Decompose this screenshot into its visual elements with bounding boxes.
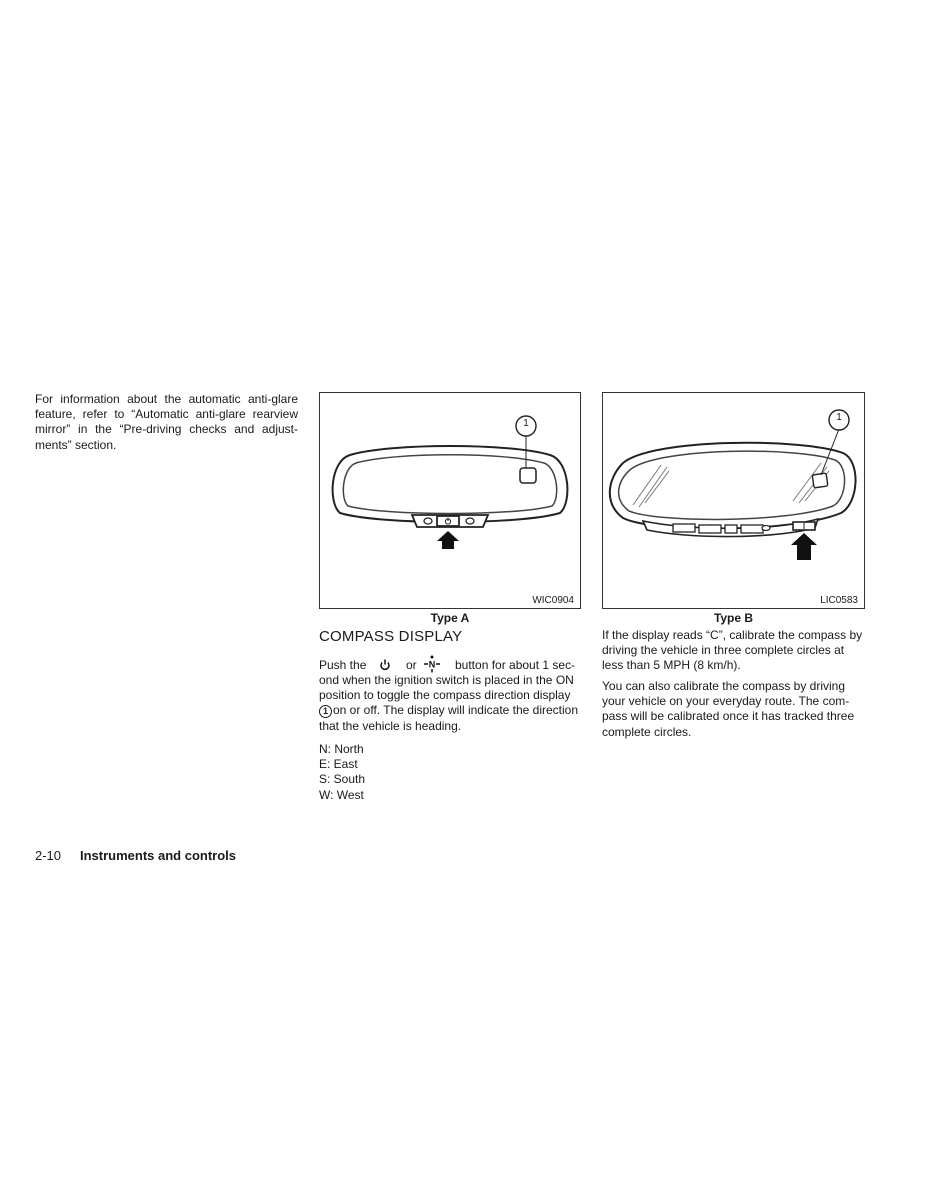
figure-type-a xyxy=(319,392,581,609)
instruction-line-1 xyxy=(319,658,581,673)
figure-code: LIC0583 xyxy=(820,595,858,606)
page-number: 2-10 xyxy=(35,848,62,863)
compass-display-square xyxy=(812,473,828,488)
instruction-text: Push the xyxy=(319,658,367,672)
figure-type-b xyxy=(602,392,865,609)
calibrate-line: your vehicle on your everyday route. The com- xyxy=(602,694,850,709)
figure-caption: Type A xyxy=(430,611,470,625)
intro-line: feature, refer to “Automatic anti-glare rearview xyxy=(35,407,298,422)
instruction-line: that the vehicle is heading. xyxy=(319,718,462,733)
calibrate-line: complete circles. xyxy=(602,724,692,739)
intro-paragraph xyxy=(35,392,298,453)
instruction-text: or xyxy=(406,658,417,672)
figure-caption: Type B xyxy=(713,611,754,625)
instruction-text: button for about 1 sec- xyxy=(455,658,576,672)
instruction-line: position to toggle the compass direction display xyxy=(319,688,571,703)
calibrate-line: less than 5 MPH (8 km/h). xyxy=(602,658,741,673)
intro-line: For information about the automatic anti-glare xyxy=(35,392,298,406)
calibrate-paragraph-2 xyxy=(602,679,865,740)
callout-number: 1 xyxy=(523,418,529,429)
circled-number: 1 xyxy=(319,705,332,718)
calibrate-line: You can also calibrate the compass by driving xyxy=(602,679,846,693)
callout-number: 1 xyxy=(836,412,842,423)
figure-code: WIC0904 xyxy=(532,595,574,606)
direction-item: W: West xyxy=(319,787,364,802)
mirror-type-a-illustration xyxy=(320,393,580,608)
svg-text:N: N xyxy=(428,659,436,670)
instruction-text: on or off. The display will indicate the direction xyxy=(333,703,579,718)
calibrate-line: If the display reads “C”, calibrate the compass by xyxy=(602,628,863,642)
direction-item: E: East xyxy=(319,757,358,772)
mirror-type-b-illustration xyxy=(603,393,864,608)
instruction-line-4 xyxy=(319,703,581,718)
compass-display-square xyxy=(520,468,536,483)
compass-instructions xyxy=(319,658,581,734)
calibrate-line: driving the vehicle in three complete circles at xyxy=(602,643,845,658)
intro-line: mirror” in the “Pre-driving checks and adjust- xyxy=(35,422,298,437)
section-heading: COMPASS DISPLAY xyxy=(319,628,463,645)
section-title: Instruments and controls xyxy=(80,848,237,863)
direction-item: S: South xyxy=(319,772,366,787)
calibrate-paragraph-1 xyxy=(602,628,865,674)
instruction-line: ond when the ignition switch is placed in the ON xyxy=(319,673,574,687)
calibrate-line: pass will be calibrated once it has tracked three xyxy=(602,709,855,724)
compass-n-icon xyxy=(423,655,441,675)
directions-list xyxy=(319,742,581,803)
power-icon xyxy=(379,658,391,673)
intro-line: ments” section. xyxy=(35,437,117,452)
direction-item: N: North xyxy=(319,742,364,756)
